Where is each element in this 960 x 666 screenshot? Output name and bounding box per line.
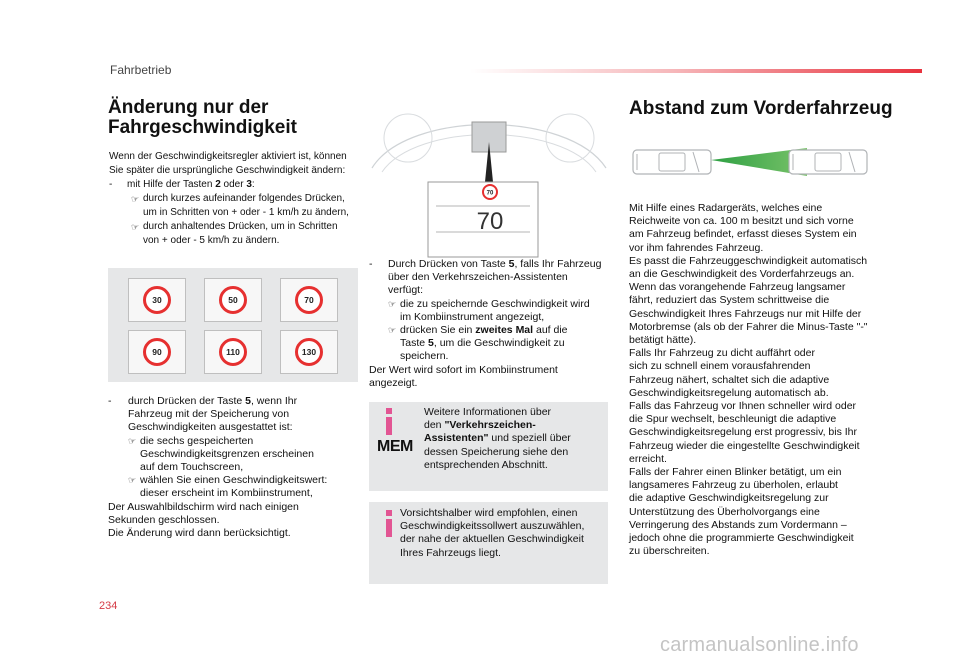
right-title: Abstand zum Vorderfahrzeug xyxy=(629,98,893,119)
intro-sub-bullet: ☞ durch anhaltendes Drücken, um in Schritten von + oder - 5 km/h zu ändern. xyxy=(131,221,338,246)
pointer-icon: ☞ xyxy=(131,194,140,204)
paragraph-end: angezeigt. xyxy=(369,376,418,389)
right-paragraph xyxy=(629,202,879,558)
text-line: langsameres Fahrzeug zu überholen, erlaubt xyxy=(629,479,838,492)
speed-sign-frame[interactable] xyxy=(280,330,338,374)
text-line: Es passt die Fahrzeuggeschwindigkeit automatisch xyxy=(629,254,868,267)
left-dial-outline xyxy=(384,114,432,162)
front-car-icon xyxy=(789,150,867,174)
text-line: Fahrzeug nähert, schaltet sich die adaptive xyxy=(629,373,830,386)
paragraph-end: Sekunden geschlossen. xyxy=(108,513,220,526)
text-line: Verringerung des Abstands zum Vordermann – xyxy=(629,518,847,531)
radar-illustration xyxy=(629,140,871,184)
cluster-speed-value: 70 xyxy=(476,208,504,235)
text-line: zu überschreiten. xyxy=(629,545,710,558)
speed-sign-frame[interactable] xyxy=(280,278,338,322)
speed-sign-grid xyxy=(108,268,358,382)
left-paragraph xyxy=(108,395,358,540)
pointer-icon: ☞ xyxy=(131,222,140,232)
paragraph-sub-bullet: ☞ die zu speichernde Geschwindigkeit wird im Kombiinstrument angezeigt, xyxy=(388,297,590,323)
left-title-line2: Fahrgeschwindigkeit xyxy=(108,117,297,138)
text-line: Geschwindigkeitsregelung automatisch ab. xyxy=(629,386,829,399)
text-line: die Spur wechselt, beschleunigt die adaptive xyxy=(629,413,837,426)
left-title-line1: Änderung nur der xyxy=(108,97,269,118)
text-line: die adaptive Geschwindigkeitsregelung zur xyxy=(629,492,829,505)
section-label: Fahrbetrieb xyxy=(110,63,172,77)
speed-sign-frame[interactable] xyxy=(128,330,186,374)
dash-bullet: - xyxy=(369,258,373,270)
info-box-text: Weitere Informationen über den "Verkehrszeichen- Assistenten" und speziell über dessen Speicherung siehe den entsprechenden Abschnitt. xyxy=(424,406,571,471)
page-number: 234 xyxy=(99,600,118,612)
info-icon xyxy=(381,408,401,438)
text-line: Fahrzeug wieder die eingestellte Geschwindigkeit xyxy=(629,439,860,452)
text-line: Motorbremse (als ob der Fahrer die Minus-Taste "-" xyxy=(629,320,868,333)
paragraph-sub-bullet: ☞ drücken Sie ein zweites Mal auf die Taste 5, um die Geschwindigkeit zu speichern. xyxy=(388,324,568,363)
header-rule xyxy=(470,69,922,73)
text-line: Wenn das vorangehende Fahrzeug langsamer xyxy=(629,281,846,294)
middle-paragraph xyxy=(369,258,611,390)
text-line: erreicht. xyxy=(629,452,667,465)
info-box-text: Vorsichtshalber wird empfohlen, einen Geschwindigkeitssollwert auszuwählen, der nahe der aktuellen Geschwindigkeit Ihres Fahrzeugs liegt. xyxy=(400,507,585,559)
speed-sign-frame[interactable] xyxy=(204,278,262,322)
text-line: Falls das Fahrzeug vor Ihnen schneller wird oder xyxy=(629,400,857,413)
text-line: Geschwindigkeit Ihres Fahrzeugs nur mit Hilfe der xyxy=(629,307,862,320)
speed-limit-sign: 90 xyxy=(143,338,171,366)
info-box-memory xyxy=(369,402,608,491)
speed-sign-frame[interactable] xyxy=(128,278,186,322)
watermark[interactable]: carmanualsonline.info xyxy=(660,634,859,656)
text-line: fährt, reduziert das System schrittweise die xyxy=(629,294,830,307)
speed-limit-sign: 50 xyxy=(219,286,247,314)
intro-bullet: - mit Hilfe der Tasten 2 oder 3: xyxy=(109,179,255,190)
text-line: sich zu schnell einem vorausfahrenden xyxy=(629,360,811,373)
paragraph-bullet: - Durch Drücken von Taste 5, falls Ihr Fahrzeug über den Verkehrszeichen-Assistenten verfügt: xyxy=(369,258,602,297)
right-dial-outline xyxy=(546,114,594,162)
own-car-icon xyxy=(633,150,711,174)
pointer-icon: ☞ xyxy=(128,475,137,486)
speed-sign-frame[interactable] xyxy=(204,330,262,374)
intro-line: Sie später die ursprüngliche Geschwindigkeit ändern: xyxy=(109,165,346,176)
instrument-cluster-illustration xyxy=(368,98,610,260)
text-line: an die Geschwindigkeit des Vorderfahrzeugs an. xyxy=(629,268,855,281)
speed-limit-sign: 70 xyxy=(295,286,323,314)
speed-limit-sign: 30 xyxy=(143,286,171,314)
paragraph-sub-bullet: ☞ wählen Sie einen Geschwindigkeitswert: dieser erscheint im Kombiinstrument, xyxy=(128,474,328,500)
text-line: Falls der Fahrer einen Blinker betätigt, um ein xyxy=(629,466,842,479)
text-line: jedoch ohne die programmierte Geschwindigkeit xyxy=(629,532,854,545)
text-line: Reichweite von ca. 100 m besitzt und sich vorne xyxy=(629,215,854,228)
intro-line: Wenn der Geschwindigkeitsregler aktiviert ist, können xyxy=(109,151,347,162)
dash-bullet: - xyxy=(109,179,113,190)
intro-sub-bullet: ☞ durch kurzes aufeinander folgendes Drücken, um in Schritten von + oder - 1 km/h zu ändern, xyxy=(131,193,349,218)
text-line: vor ihm fahrendes Fahrzeug. xyxy=(629,241,764,254)
paragraph-sub-bullet: ☞ die sechs gespeicherten Geschwindigkeitsgrenzen erscheinen auf dem Touchscreen, xyxy=(128,434,314,474)
paragraph-end: Der Wert wird sofort im Kombiinstrument xyxy=(369,363,558,376)
text-line: betätigt hätte). xyxy=(629,334,697,347)
text-line: Mit Hilfe eines Radargeräts, welches eine xyxy=(629,202,823,214)
pointer-icon: ☞ xyxy=(388,298,397,309)
left-intro xyxy=(109,150,359,248)
text-line: Geschwindigkeitsregelung erst progressiv, bis Ihr xyxy=(629,426,857,439)
pointer-icon: ☞ xyxy=(388,325,397,336)
dash-bullet: - xyxy=(108,395,112,407)
info-icon xyxy=(381,510,401,540)
text-line: Unterstützung des Überholvorgangs eine xyxy=(629,505,820,518)
paragraph-bullet: - durch Drücken der Taste 5, wenn Ihr Fahrzeug mit der Speicherung von Geschwindigkeiten ausgestattet ist: xyxy=(108,395,298,434)
left-title xyxy=(108,98,348,138)
text-line: am Fahrzeug befindet, erfasst dieses System ein xyxy=(629,228,857,241)
text-line: Falls Ihr Fahrzeug zu dicht auffährt oder xyxy=(629,347,815,360)
paragraph-end: Die Änderung wird dann berücksichtigt. xyxy=(108,527,291,540)
speed-limit-sign: 110 xyxy=(219,338,247,366)
paragraph-end: Der Auswahlbildschirm wird nach einigen xyxy=(108,500,299,513)
pointer-icon: ☞ xyxy=(128,435,137,446)
cluster-sign-value: 70 xyxy=(486,190,494,197)
mem-label: MEM xyxy=(377,438,413,455)
speed-limit-sign: 130 xyxy=(295,338,323,366)
info-box-advice xyxy=(369,502,608,584)
